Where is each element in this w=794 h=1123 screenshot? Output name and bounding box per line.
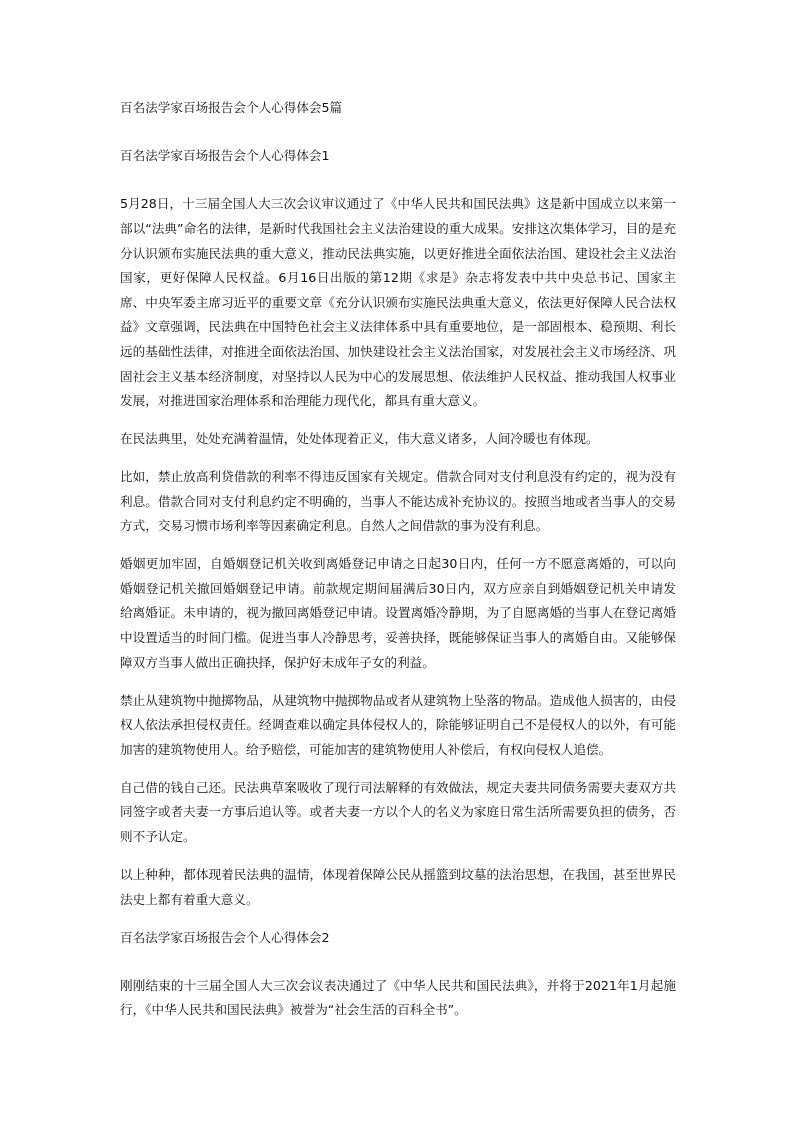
paragraph: 5月28日，十三届全国人大三次会议审议通过了《中华人民共和国民法典》这是新中国成立以来第一部以“法典”命名的法律，是新时代我国社会主义法治建设的重大成果。安排这次集体学习，目的是充分认识颁布实施民法典的重大意义，推动民法典实施，以更好推进全面依法治国、建设社会主义法治国家，更好保障人民权益。6月16日出版的第12期《求是》杂志将发表中共中央总书记、国家主席、中央军委主席习近平的重要文章《充分认识颁布实施民法典重大意义，依法更好保障人民合法权益》文章强调，民法典在中国特色社会主义法律体系中具有重要地位，是一部固根本、稳预期、利长远的基础性法律，对推进全面依法治国、加快建设社会主义法治国家，对发展社会主义市场经济、巩固社会主义基本经济制度，对坚持以人民为中心的发展思想、依法维护人民权益、推动我国人权事业发展，对推进国家治理体系和治理能力现代化，都具有重大意义。	[120, 196, 676, 409]
paragraph: 婚姻更加牢固，自婚姻登记机关收到离婚登记申请之日起30日内，任何一方不愿意离婚的，可以向婚姻登记机关撤回婚姻登记申请。前款规定期间届满后30日内，双方应亲自到婚姻登记机关申请发给离婚证。未申请的，视为撤回离婚登记申请。设置离婚冷静期，为了自愿离婚的当事人在登记离婚中设置适当的时间门槛。促进当事人冷静思考，妥善抉择，既能够保证当事人的离婚自由。又能够保障双方当事人做出正确抉择，保护好未成年子女的利益。	[120, 556, 676, 670]
paragraph: 以上种种，都体现着民法典的温情，体现着保障公民从摇篮到坟墓的法治思想，在我国，甚至世界民法史上都有着重大意义。	[120, 866, 676, 907]
paragraph: 刚刚结束的十三届全国人大三次会议表决通过了《中华人民共和国民法典》，并将于2021年1月起施行，《中华人民共和国民法典》被誉为“社会生活的百科全书”。	[120, 977, 676, 1018]
section-heading: 百名法学家百场报告会个人心得体会1	[120, 148, 330, 164]
paragraph: 比如，禁止放高利贷借款的利率不得违反国家有关规定。借款合同对支付利息没有约定的，视为没有利息。借款合同对支付利息约定不明确的，当事人不能达成补充协议的。按照当地或者当事人的交易方式，交易习惯市场利率等因素确定利息。自然人之间借款的事为没有利息。	[120, 469, 676, 534]
section-heading: 百名法学家百场报告会个人心得体会2	[120, 929, 330, 945]
paragraph: 禁止从建筑物中抛掷物品，从建筑物中抛掷物品或者从建筑物上坠落的物品。造成他人损害的，由侵权人依法承担侵权责任。经调查难以确定具体侵权人的，除能够证明自己不是侵权人的以外，有可能加害的建筑物使用人。给予赔偿，可能加害的建筑物使用人补偿后，有权向侵权人追偿。	[120, 692, 676, 757]
paragraph: 自己借的钱自己还。民法典草案吸收了现行司法解释的有效做法，规定夫妻共同债务需要夫妻双方共同签字或者夫妻一方事后追认等。或者夫妻一方以个人的名义为家庭日常生活所需要负担的债务，否则不予认定。	[120, 779, 676, 844]
document-title: 百名法学家百场报告会个人心得体会5篇	[120, 100, 343, 115]
document-page	[120, 96, 676, 1036]
paragraph: 在民法典里，处处充满着温情，处处体现着正义，伟大意义诸多，人间冷暖也有体现。	[120, 431, 599, 447]
